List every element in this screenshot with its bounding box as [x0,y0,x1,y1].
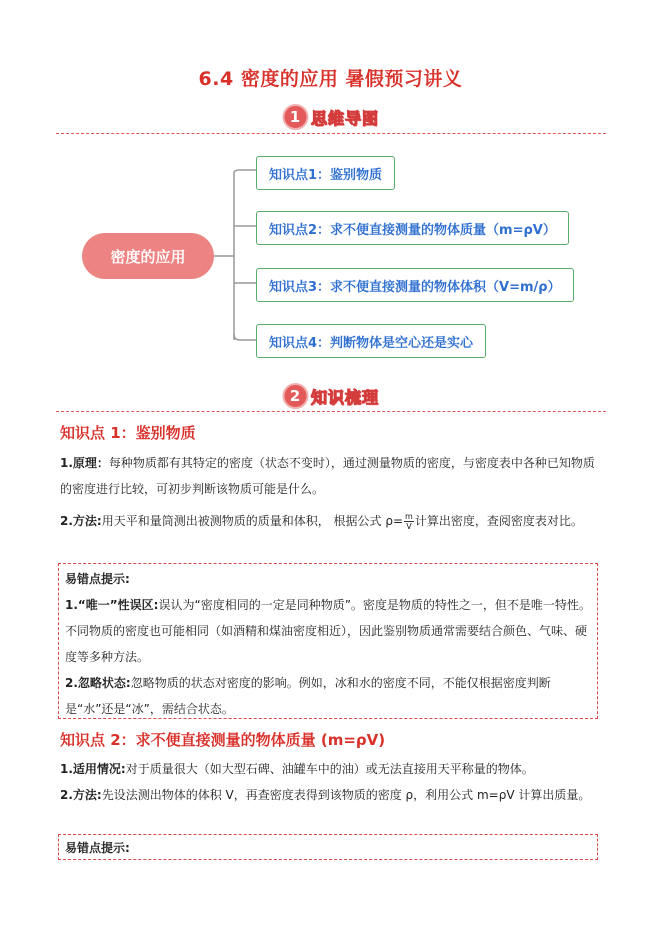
kp1-tip-box [58,563,598,719]
tip-item-2-label: 2.忽略状态: [65,676,131,690]
tip-item-1-label: 1.“唯一”性误区: [65,598,159,612]
kp1-principle-label: 1.原理： [60,456,109,470]
tip-title: 易错点提示: [65,572,130,586]
tip-item-2 [65,670,591,722]
mindmap-node-2: 知识点2：求不便直接测量的物体质量（m=ρV） [256,211,569,245]
kp1-method-text-a: 用天平和量筒测出被测物质的质量和体积， 根据公式 ρ= [101,514,404,528]
section-badge-knowledge [282,383,379,409]
density-fraction [404,512,414,531]
kp1-heading: 知识点 1：鉴别物质 [60,424,196,442]
fraction-numerator: m [405,512,413,521]
kp2-tip-box [58,834,598,860]
page-title: 6.4 密度的应用 暑假预习讲义 [198,68,463,90]
fraction-denominator: V [406,522,412,531]
section-badge-mindmap [282,104,379,130]
kp1-principle-text: 每种物质都有其特定的密度（状态不变时），通过测量物质的密度，与密度表中各种已知物质的密度进行比较，可初步判断该物质可能是什么。 [60,456,595,496]
kp2-method-text: 先设法测出物体的体积 V，再查密度表得到该物质的密度 ρ，利用公式 m=ρV 计算出质量。 [101,788,591,802]
divider [56,411,606,412]
kp1-method [60,508,605,534]
kp2-applicability [60,756,605,782]
mindmap-node-3: 知识点3：求不便直接测量的物体体积（V=m/ρ） [256,268,574,302]
section-number: 2 [282,383,308,409]
mindmap-node-4: 知识点4：判断物体是空心还是实心 [256,324,486,358]
mindmap-node-1: 知识点1：鉴别物质 [256,156,395,190]
tip-title: 易错点提示: [65,841,130,855]
kp1-method-text-b: 计算出密度，查阅密度表对比。 [414,514,583,528]
kp2-heading: 知识点 2：求不便直接测量的物体质量 (m=ρV) [60,731,386,749]
tip-item-2-text: 忽略物质的状态对密度的影响。例如，冰和水的密度不同，不能仅根据密度判断是“水”还是“冰”，需结合状态。 [65,676,551,716]
kp1-principle [60,450,605,502]
divider [56,133,606,134]
section-number: 1 [282,104,308,130]
kp2-applicability-text: 对于质量很大（如大型石碑、油罐车中的油）或无法直接用天平称量的物体。 [125,762,534,776]
kp2-method [60,782,605,808]
section-label: 思维导图 [310,108,380,128]
kp2-applicability-label: 1.适用情况: [60,762,126,776]
kp1-method-label: 2.方法: [60,514,102,528]
section-label: 知识梳理 [310,387,380,407]
tip-item-1-text: 误认为“密度相同的一定是同种物质”。密度是物质的特性之一，但不是唯一特性。不同物质的密度也可能相同（如酒精和煤油密度相近），因此鉴别物质通常需要结合颜色、气味、硬度等多种方法。 [65,598,591,664]
kp2-method-label: 2.方法: [60,788,102,802]
tip-item-1 [65,592,591,670]
mindmap-center-node: 密度的应用 [82,233,214,279]
